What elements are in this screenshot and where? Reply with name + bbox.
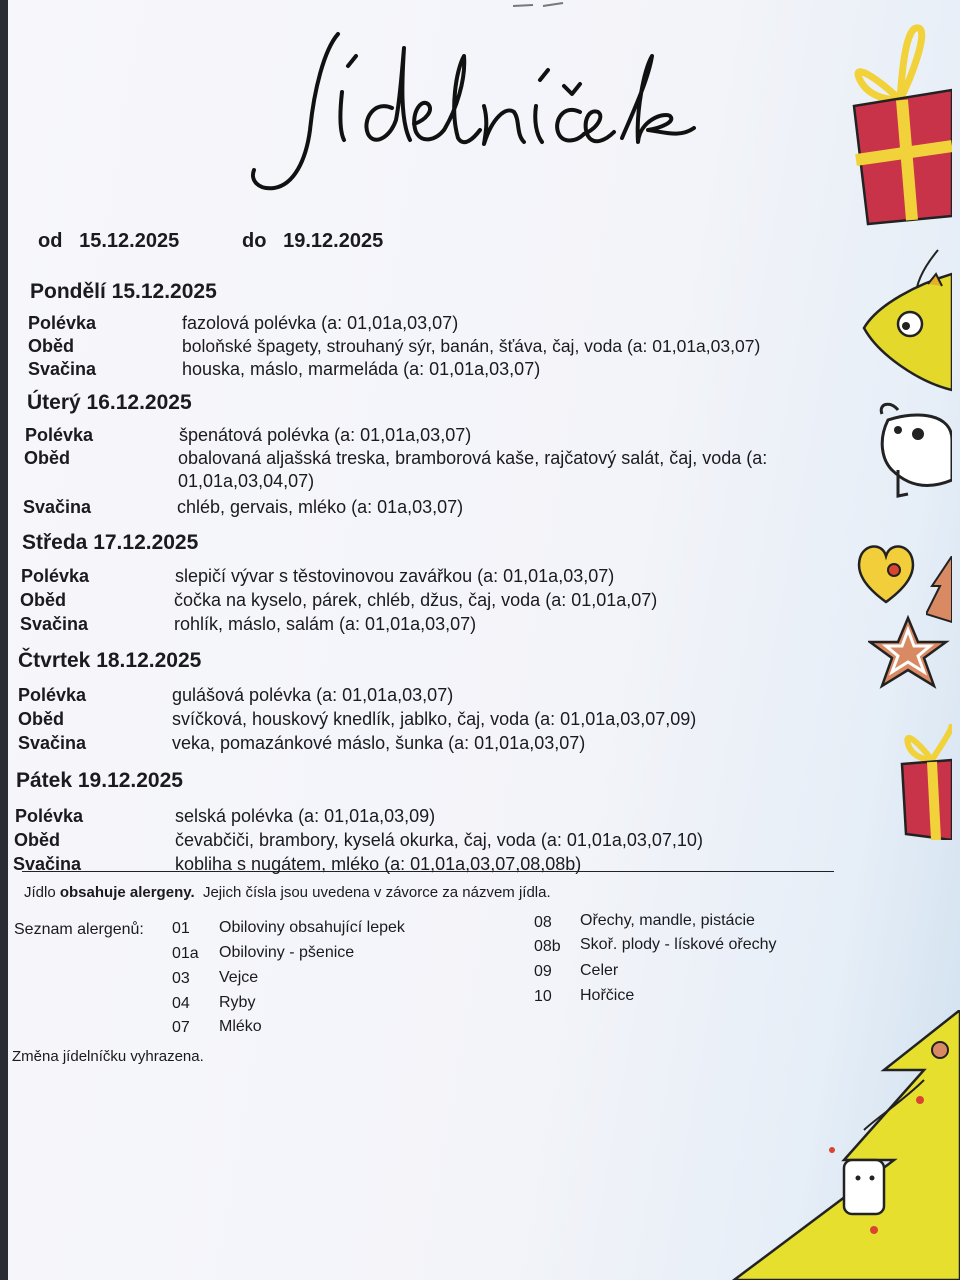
allergen-code: 08b	[534, 938, 561, 955]
allergen-list-label: Seznam alergenů:	[14, 921, 144, 938]
meal-label: Svačina	[28, 359, 97, 379]
day-heading: Středa 17.12.2025	[22, 531, 199, 554]
meal-value: fazolová polévka (a: 01,01a,03,07)	[182, 313, 459, 333]
heart-cookie-icon	[854, 536, 918, 608]
meal-label: Polévka	[15, 806, 84, 826]
meal-value: kobliha s nugátem, mléko (a: 01,01a,03,07,08,08b)	[175, 854, 582, 874]
fish-icon	[858, 244, 952, 394]
allergen-name: Mléko	[219, 1018, 262, 1035]
day-heading: Pátek 19.12.2025	[16, 769, 183, 792]
meal-label: Oběd	[18, 709, 65, 729]
date-to	[242, 230, 383, 253]
allergen-name: Obiloviny obsahující lepek	[219, 919, 405, 936]
title-lettering	[244, 20, 714, 200]
meal-value: svíčková, houskový knedlík, jablko, čaj, voda (a: 01,01a,03,07,09)	[172, 709, 697, 729]
meal-label: Polévka	[21, 566, 90, 586]
allergen-code: 01	[172, 920, 190, 937]
allergen-code: 08	[534, 914, 552, 931]
day-heading: Čtvrtek 18.12.2025	[18, 649, 202, 672]
allergen-code: 09	[534, 963, 552, 980]
divider-line	[22, 871, 834, 872]
allergen-name: Hořčice	[580, 987, 635, 1004]
meal-label: Polévka	[18, 685, 87, 705]
meal-value: gulášová polévka (a: 01,01a,03,07)	[172, 685, 454, 705]
date-to-value: 19.12.2025	[283, 230, 384, 252]
christmas-tree-icon	[724, 1010, 960, 1280]
allergen-name: Celer	[580, 962, 619, 979]
meal-label: Polévka	[28, 313, 97, 333]
allergen-code: 01a	[172, 945, 199, 962]
allergen-name: Ořechy, mandle, pistácie	[580, 912, 755, 929]
meal-label: Oběd	[28, 336, 75, 356]
star-cookie-icon	[868, 614, 954, 694]
meal-value: čočka na kyselo, párek, chléb, džus, čaj, voda (a: 01,01a,07)	[174, 590, 658, 610]
allergen-note-prefix: Jídlo	[24, 884, 56, 901]
meal-label: Polévka	[25, 425, 94, 445]
meal-value: selská polévka (a: 01,01a,03,09)	[175, 806, 436, 826]
binder-clip	[513, 0, 569, 10]
allergen-note	[24, 884, 551, 901]
allergen-name: Vejce	[219, 969, 259, 986]
meal-value: slepičí vývar s těstovinovou zavářkou (a: 01,01a,03,07)	[175, 566, 615, 586]
meal-value: obalovaná aljašská treska, bramborová kaše, rajčatový salát, čaj, voda (a: 01,01a,03,04,07)	[178, 448, 768, 491]
allergen-code: 03	[172, 970, 190, 987]
meal-label: Svačina	[23, 497, 92, 517]
date-from	[38, 230, 179, 253]
allergen-name: Skoř. plody - lískové ořechy	[580, 936, 777, 953]
footer-note: Změna jídelníčku vyhrazena.	[12, 1048, 204, 1065]
allergen-name: Obiloviny - pšenice	[219, 944, 355, 961]
meal-label: Oběd	[14, 830, 61, 850]
meal-value: boloňské špagety, strouhaný sýr, banán, šťáva, čaj, voda (a: 01,01a,03,07)	[182, 336, 761, 356]
meal-label: Oběd	[20, 590, 67, 610]
page-title	[244, 20, 714, 200]
reindeer-icon	[868, 400, 952, 510]
day-heading: Úterý 16.12.2025	[27, 391, 192, 414]
meal-value: čevabčiči, brambory, kyselá okurka, čaj, voda (a: 01,01a,03,07,10)	[175, 830, 703, 850]
meal-label: Svačina	[13, 854, 82, 874]
gift-box-small-icon	[898, 720, 952, 840]
date-to-label: do	[242, 230, 267, 252]
meal-value: rohlík, máslo, salám (a: 01,01a,03,07)	[174, 614, 477, 634]
meal-label: Oběd	[24, 448, 71, 468]
meal-label: Svačina	[18, 733, 87, 753]
allergen-code: 07	[172, 1019, 190, 1036]
allergen-note-bold: obsahuje alergeny.	[59, 884, 195, 901]
meal-label: Svačina	[20, 614, 89, 634]
meal-value: houska, máslo, marmeláda (a: 01,01a,03,07)	[182, 359, 541, 379]
date-from-label: od	[38, 230, 63, 252]
day-heading: Pondělí 15.12.2025	[30, 280, 217, 303]
gift-box-icon	[840, 20, 952, 230]
meal-value: chléb, gervais, mléko (a: 01a,03,07)	[177, 497, 464, 517]
allergen-name: Ryby	[219, 994, 256, 1011]
allergen-note-suffix: Jejich čísla jsou uvedena v závorce za názvem jídla.	[202, 884, 551, 901]
meal-value: špenátová polévka (a: 01,01a,03,07)	[179, 425, 472, 445]
menu-sheet	[8, 0, 960, 1280]
meal-value: veka, pomazánkové máslo, šunka (a: 01,01a,03,07)	[172, 733, 586, 753]
allergen-code: 04	[172, 995, 190, 1012]
allergen-code: 10	[534, 988, 552, 1005]
date-from-value: 15.12.2025	[79, 230, 180, 252]
